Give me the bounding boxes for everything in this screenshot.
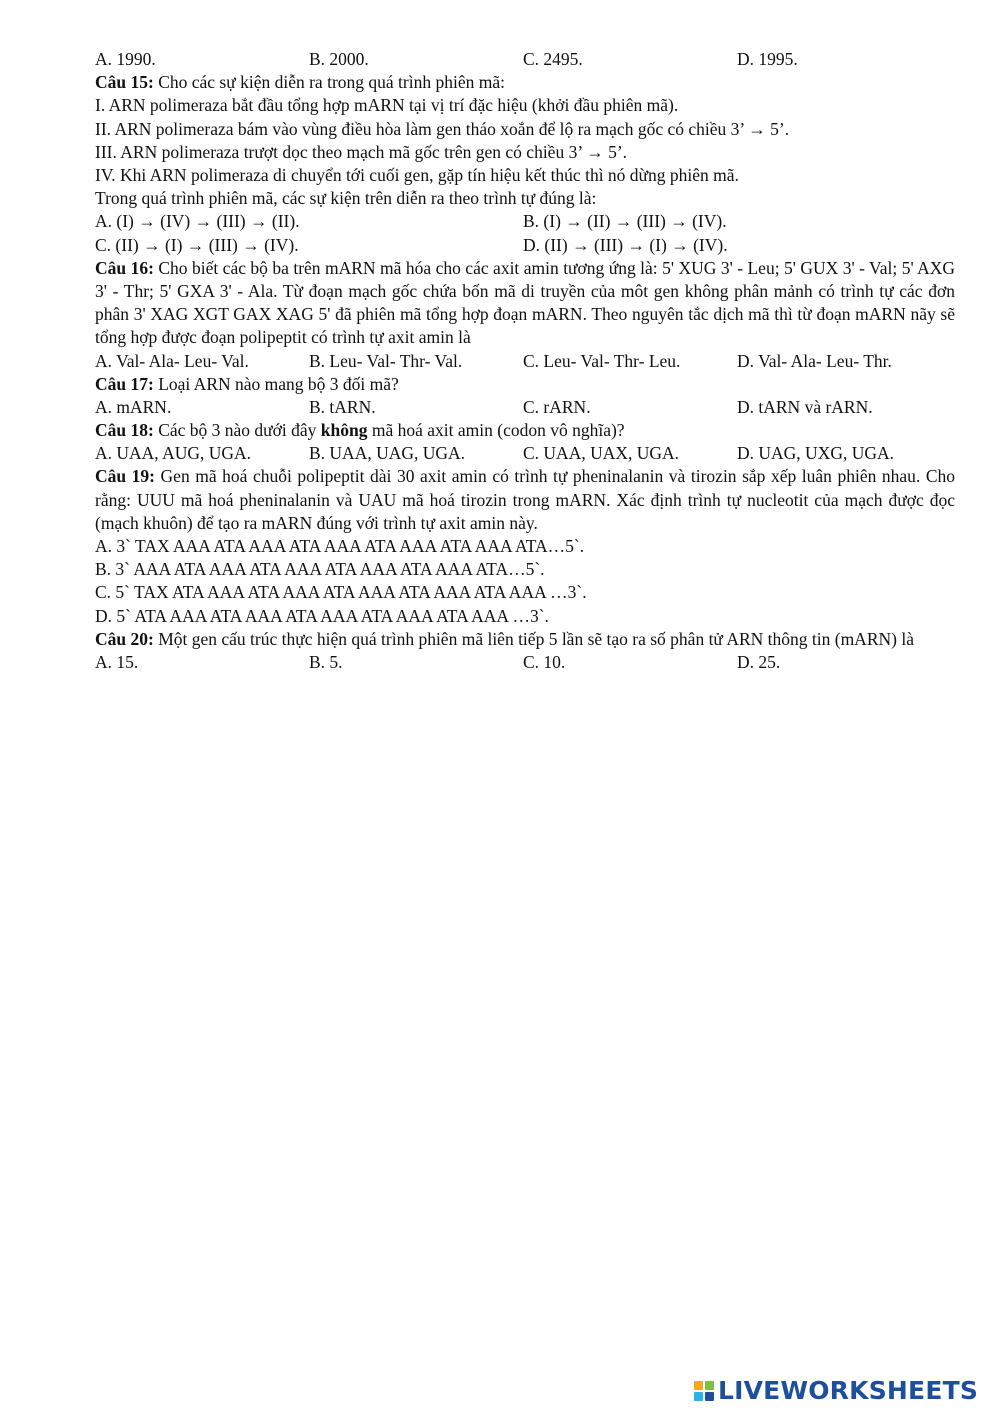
q15-stem-text: Cho các sự kiện diễn ra trong quá trình phiên mã: xyxy=(153,72,505,93)
q16-option-d: D. Val- Ala- Leu- Thr. xyxy=(737,350,892,371)
q17-options xyxy=(95,396,955,419)
q17-option-b: B. tARN. xyxy=(309,396,376,417)
q15-item-3: III. ARN polimeraza trượt dọc theo mạch mã gốc trên gen có chiều 3’ → 5’. xyxy=(95,141,628,162)
logo-square-icon xyxy=(694,1381,703,1390)
q16-options xyxy=(95,350,955,373)
q18-text-before: Các bộ 3 nào dưới đây xyxy=(153,420,321,441)
q15-prompt: Trong quá trình phiên mã, các sự kiện trên diễn ra theo trình tự đúng là: xyxy=(95,188,597,209)
q19-text: Gen mã hoá chuỗi polipeptit dài 30 axit amin có trình tự pheninalanin và tirozin sắp xếp luân phiên nhau. Cho rằng: UUU mã hoá pheninalanin và UAU mã hoá tirozin trong mARN. Xác định trình tự nucleotit của mạch được đọc (mạch khuôn) để tạo ra mARN đúng với trình tự axit amin này. xyxy=(95,466,955,533)
q16-stem xyxy=(95,257,955,350)
q20-options xyxy=(95,651,955,674)
q18-options xyxy=(95,442,955,465)
q14-options xyxy=(95,48,955,71)
q14-option-b: B. 2000. xyxy=(309,49,369,69)
q18-option-d: D. UAG, UXG, UGA. xyxy=(737,443,895,464)
q15-options-row-1 xyxy=(95,210,955,233)
q19-option-c: C. 5` TAX ATA AAA ATA AAA ATA AAA ATA AAA ATA AAA …3`. xyxy=(95,582,587,603)
q19-option-a: A. 3` TAX AAA ATA AAA ATA AAA ATA AAA ATA AAA ATA…5`. xyxy=(95,536,585,557)
q18-option-b: B. UAA, UAG, UGA. xyxy=(309,443,466,464)
q16-option-b: B. Leu- Val- Thr- Val. xyxy=(309,350,463,371)
q15-item-2: II. ARN polimeraza bám vào vùng điều hòa làm gen tháo xoắn để lộ ra mạch gốc có chiều 3’ → 5’. xyxy=(95,118,790,139)
q16-option-c: C. Leu- Val- Thr- Leu. xyxy=(523,350,681,371)
logo-square-icon xyxy=(705,1381,714,1390)
q19-label: Câu 19: xyxy=(95,466,155,487)
q16-option-a: A. Val- Ala- Leu- Val. xyxy=(95,350,249,371)
q17-option-c: C. rARN. xyxy=(523,396,591,417)
q15-stem xyxy=(95,71,955,94)
q18-option-a: A. UAA, AUG, UGA. xyxy=(95,443,252,464)
worksheet-page xyxy=(95,48,955,674)
q18-stem xyxy=(95,419,955,442)
q14-option-c: C. 2495. xyxy=(523,49,583,69)
q18-label: Câu 18: xyxy=(95,420,154,441)
q20-option-c: C. 10. xyxy=(523,652,566,672)
q15-item-1: I. ARN polimeraza bắt đầu tổng hợp mARN tại vị trí đặc hiệu (khởi đầu phiên mã). xyxy=(95,95,679,116)
q17-text: Loại ARN nào mang bộ 3 đối mã? xyxy=(153,373,399,394)
q20-stem xyxy=(95,628,955,651)
q14-option-a: A. 1990. xyxy=(95,49,156,69)
q18-text-after: mã hoá axit amin (codon vô nghĩa)? xyxy=(367,420,625,441)
q17-label: Câu 17: xyxy=(95,373,154,394)
liveworksheets-logo-icon xyxy=(694,1381,714,1401)
liveworksheets-logo xyxy=(694,1376,978,1406)
q15-label: Câu 15: xyxy=(95,72,154,93)
q15-option-d: D. (II) → (III) → (I) → (IV). xyxy=(523,234,728,255)
q19-option-b: B. 3` AAA ATA AAA ATA AAA ATA AAA ATA AAA ATA…5`. xyxy=(95,559,545,580)
q17-option-d: D. tARN và rARN. xyxy=(737,396,873,417)
q20-option-a: A. 15. xyxy=(95,652,139,672)
q15-option-b: B. (I) → (II) → (III) → (IV). xyxy=(523,211,727,232)
q19-option-d: D. 5` ATA AAA ATA AAA ATA AAA ATA AAA ATA AAA …3`. xyxy=(95,605,549,626)
q18-emphasis: không xyxy=(320,420,368,441)
q19-stem xyxy=(95,465,955,535)
q15-options-row-2 xyxy=(95,234,955,257)
q20-option-b: B. 5. xyxy=(309,652,343,672)
q16-text: Cho biết các bộ ba trên mARN mã hóa cho các axit amin tương ứng là: 5' XUG 3' - Leu; 5' GUX 3' - Val; 5' AXG 3' - Thr; 5' GXA 3' - Ala. Từ đoạn mạch gốc chứa bốn mã di truyền của môt gen không phân mảnh có trình tự các đơn phân 3' XAG XGT GAX XAG 5' đã phiên mã tổng hợp đoạn mARN. Theo nguyên tắc dịch mã thì từ đoạn mARN nãy sẽ tổng hợp được đoạn polipeptit có trình tự axit amin là xyxy=(95,257,955,348)
q17-stem xyxy=(95,373,955,396)
logo-square-icon xyxy=(694,1392,703,1401)
logo-square-icon xyxy=(705,1392,714,1401)
q15-option-a: A. (I) → (IV) → (III) → (II). xyxy=(95,211,300,232)
q20-label: Câu 20: xyxy=(95,628,154,649)
q18-option-c: C. UAA, UAX, UGA. xyxy=(523,443,680,464)
q15-item-4: IV. Khi ARN polimeraza di chuyển tới cuối gen, gặp tín hiệu kết thúc thì nó dừng phiên mã. xyxy=(95,164,739,185)
q15-option-c: C. (II) → (I) → (III) → (IV). xyxy=(95,234,299,255)
q14-option-d: D. 1995. xyxy=(737,49,798,69)
q16-label: Câu 16: xyxy=(95,257,154,278)
q17-option-a: A. mARN. xyxy=(95,396,172,417)
q20-text: Một gen cấu trúc thực hiện quá trình phiên mã liên tiếp 5 lần sẽ tạo ra số phân tử ARN thông tin (mARN) là xyxy=(153,628,914,649)
q20-option-d: D. 25. xyxy=(737,652,781,672)
liveworksheets-logo-text: LIVEWORKSHEETS xyxy=(718,1376,979,1406)
